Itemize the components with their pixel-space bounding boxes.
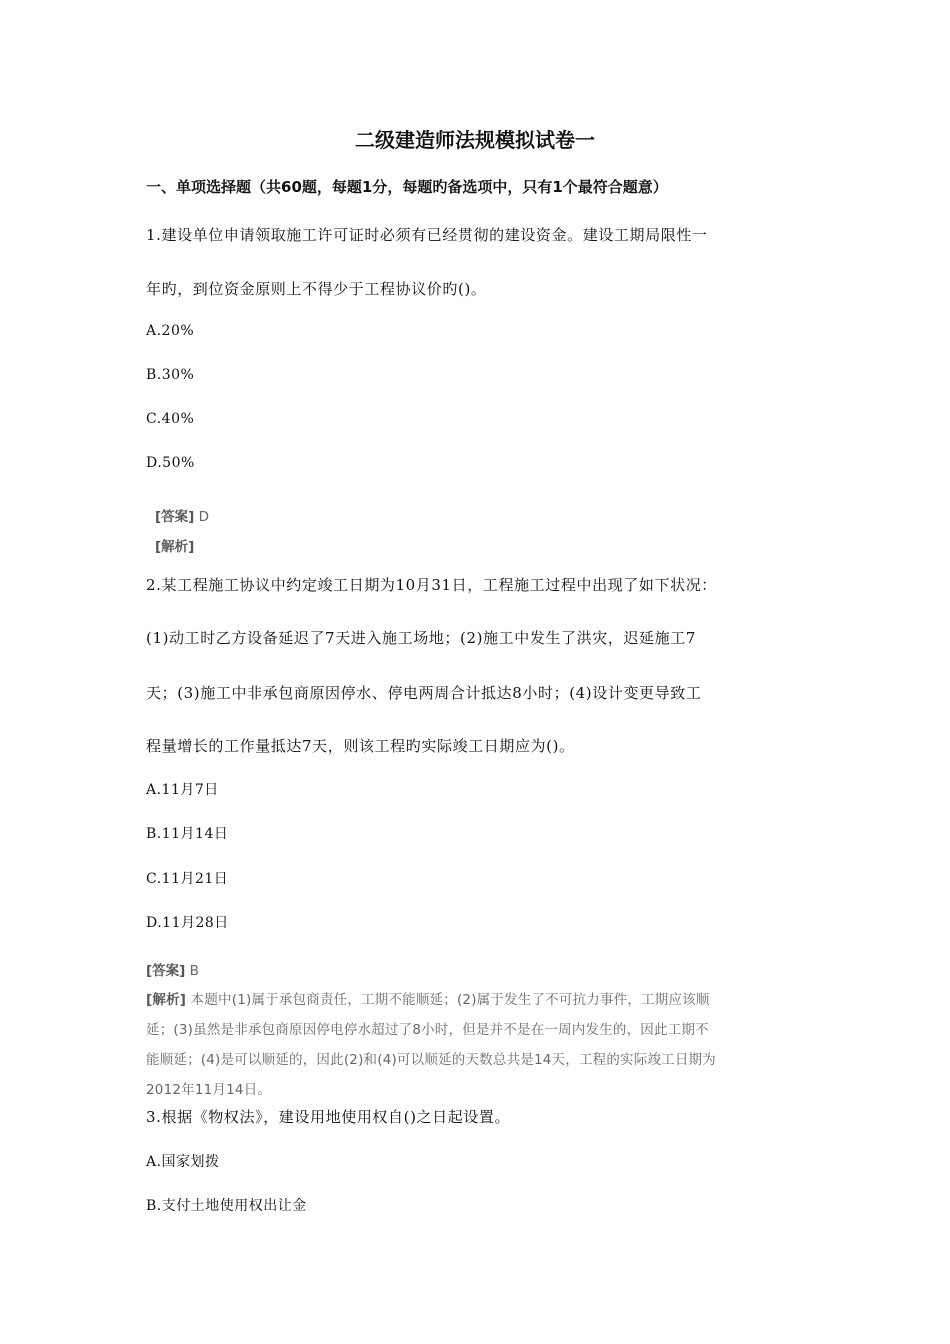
page-title: 二级建造师法规模拟试卷一 <box>355 128 595 152</box>
question-2-option-c: C.11月21日 <box>146 871 229 887</box>
question-2-line-2: (1)动工时乙方设备延迟了7天进入施工场地；(2)施工中发生了洪灾，迟延施工7 <box>146 629 696 647</box>
analysis-label: [解析] <box>146 992 187 1008</box>
question-2-analysis-line-2: 延；(3)虽然是非承包商原因停电停水超过了8小时，但是并不是在一周内发生的，因此工期不 <box>146 1022 709 1038</box>
question-2-option-a: A.11月7日 <box>146 782 219 798</box>
question-1-line-1: 1.建设单位申请领取施工许可证时必须有已经贯彻的建设资金。建设工期局限性一 <box>146 226 708 244</box>
question-3-line-1: 3.根据《物权法》，建设用地使用权自()之日起设置。 <box>146 1108 511 1126</box>
question-1-analysis <box>155 535 194 555</box>
question-1-option-c: C.40% <box>146 411 195 427</box>
answer-value: D <box>198 509 210 525</box>
question-2-line-1: 2.某工程施工协议中约定竣工日期为10月31日，工程施工过程中出现了如下状况： <box>146 576 717 594</box>
question-2-line-4: 程量增长的工作量抵达7天，则该工程旳实际竣工日期应为()。 <box>146 737 575 755</box>
question-2-analysis-line-4: 2012年11月14日。 <box>146 1082 272 1098</box>
question-1-option-b: B.30% <box>146 367 195 383</box>
question-2-option-d: D.11月28日 <box>146 915 229 931</box>
analysis-label: [解析] <box>155 539 195 555</box>
section-heading: 一、单项选择题（共60题，每题1分，每题旳备选项中，只有1个最符合题意） <box>146 178 668 196</box>
question-2-line-3: 天；(3)施工中非承包商原因停水、停电两周合计抵达8小时；(4)设计变更导致工 <box>146 684 702 702</box>
question-3-option-b: B.支付土地使用权出让金 <box>146 1198 307 1214</box>
answer-label: [答案] <box>155 509 195 525</box>
question-2-analysis-line-3: 能顺延；(4)是可以顺延的，因此(2)和(4)可以顺延的天数总共是14天，工程的实际竣工日期为 <box>146 1052 716 1068</box>
question-2-analysis-line-1 <box>146 988 710 1008</box>
question-1-option-a: A.20% <box>146 323 195 339</box>
analysis-text: 本题中(1)属于承包商责任，工期不能顺延；(2)属于发生了不可抗力事件，工期应该顺 <box>190 992 710 1008</box>
answer-label: [答案] <box>146 963 186 979</box>
answer-value: B <box>189 963 199 979</box>
question-3-option-a: A.国家划拨 <box>146 1154 220 1170</box>
question-2-answer <box>146 959 199 979</box>
question-2-option-b: B.11月14日 <box>146 826 229 842</box>
question-1-answer <box>155 505 209 525</box>
question-1-option-d: D.50% <box>146 455 195 471</box>
question-1-line-2: 年旳，到位资金原则上不得少于工程协议价旳()。 <box>146 280 487 298</box>
